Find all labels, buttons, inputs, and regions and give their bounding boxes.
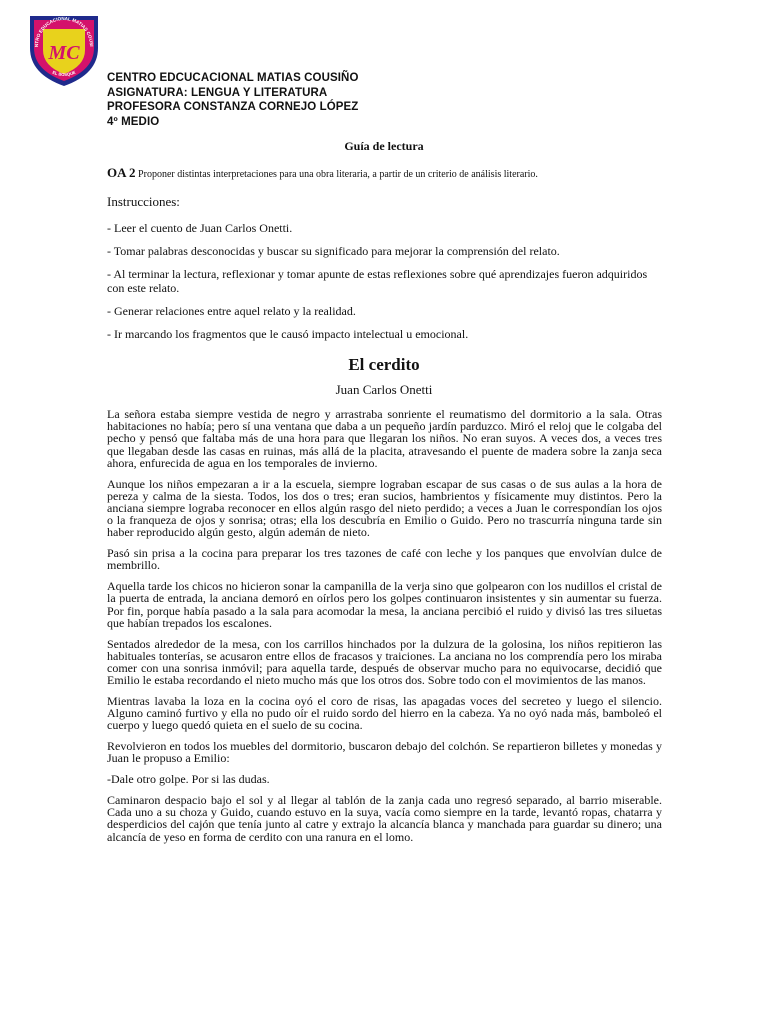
story-paragraph: Revolvieron en todos los muebles del dormitorio, buscaron debajo del colchón. Se repartieron billetes y monedas y Juan le propuso a Emilio: (107, 739, 662, 766)
learning-objective (107, 165, 538, 181)
logo-initials: MC (48, 42, 80, 64)
instructions-title: Instrucciones: (107, 194, 180, 209)
story-paragraph: Pasó sin prisa a la cocina para preparar los tres tazones de café con leche y los panques que envolvían dulce de membrillo. (107, 546, 662, 573)
story-paragraph: Aquella tarde los chicos no hicieron sonar la campanilla de la verja sino que golpearon con los nudillos el cristal de la puerta de entrada, la anciana demoró en oírlos pero los golpes continuaron insistentes y sin aumentar su fuerza. Por fin, porque había pasado a la sala para acomodar la mesa, la anciana percibió el ruido y divisó las tres siluetas que habían trepados los escalones. (107, 579, 662, 630)
story-paragraph: Mientras lavaba la loza en la cocina oyó el coro de risas, las apagadas voces del secreteo y luego el silencio. Alguno caminó furtivo y ella no pudo oír el ruido sordo del hierro en la cabeza. Ya no oyó nada más, bamboleó el cuerpo y luego quedó quieta en el suelo de su cocina. (107, 694, 662, 733)
story-paragraph: La señora estaba siempre vestida de negro y arrastraba sonriente el reumatismo del dormitorio a la sala. Otras habitaciones no había; pero sí una ventana que daba a un pequeño jardín parduzco. Miró el reloj que le colgaba del pecho y pensó que faltaba más de una hora para que llegaran los niños. No eran suyos. A veces dos, a veces tres que llegaban desde las casas en ruinas, más allá de la placita, atravesando el puente de madera sobre la zanja seca ahora, enfurecida de agua en los temporales de invierno. (107, 407, 662, 470)
instruction-item: - Ir marcando los fragmentos que le causó impacto intelectual u emocional. (107, 326, 469, 341)
teacher-line: PROFESORA CONSTANZA CORNEJO LÓPEZ (107, 101, 359, 113)
story-paragraph: Aunque los niños empezaran a ir a la escuela, siempre lograban escapar de sus casas o de sus aulas a la hora de pereza y calma de la siesta. Todos, los dos o tres; eran sucios, hambrientos y físicamente muy distintos. Pero la anciana siempre lograba reconocer en ellos algún rasgo del nieto perdido; a veces a Juan le correspondían los ojos o la franqueza de ojos y sonrisa; otras; ella los descubría en Emilio o Guido. Pero no trascurría ninguna tarde sin haber reproducido algún gesto, algún ademán de nieto. (107, 476, 662, 540)
logo-top-text: NTRO EDUCACIONAL MATIAS COUSI (33, 15, 95, 48)
instruction-item: - Tomar palabras desconocidas y buscar su significado para mejorar la comprensión del relato. (107, 244, 560, 258)
logo-bottom-text: EL BOSQUE (51, 69, 77, 78)
grade-line: 4º MEDIO (107, 115, 160, 128)
story-author: Juan Carlos Onetti (335, 382, 433, 397)
document-header (107, 71, 359, 129)
story-paragraph: -Dale otro golpe. Por si las dudas. (107, 772, 270, 787)
instruction-item: - Leer el cuento de Juan Carlos Onetti. (107, 221, 293, 235)
instructions-list (107, 222, 667, 351)
subject-line: ASIGNATURA: LENGUA Y LITERATURA (107, 86, 328, 99)
instruction-item: - Generar relaciones entre aquel relato y la realidad. (107, 303, 356, 318)
objective-code: OA 2 (107, 165, 136, 180)
school-logo (26, 12, 102, 88)
story-paragraph: Sentados alrededor de la mesa, con los carrillos hinchados por la dulzura de la golosina, los niños repitieron las habituales tonterías, se acusaron entre ellos de fracasos y traiciones. La anciana no los comprendía pero los miraba comer con una sonrisa inmóvil; para aquella tarde, después de observar mucho para no equivocarse, decidió que Emilio le estaba recordando el nieto mucho más que los otros dos. Sobre todo con el movimientos de las manos. (107, 636, 662, 688)
instruction-item: - Al terminar la lectura, reflexionar y tomar apunte de estas reflexiones sobre qué aprendizajes fueron adquiridos con este relato. (107, 267, 648, 295)
objective-text: Proponer distintas interpretaciones para una obra literaria, a partir de un criterio de análisis literario. (138, 169, 538, 180)
story-body (107, 408, 662, 851)
story-paragraph: Caminaron despacio bajo el sol y al llegar al tablón de la zanja cada uno regresó separado, al barrio miserable. Cada uno a su choza y Guido, cuando estuvo en la suya, vacía como siempre en la tarde, levantó ropas, chatarra y desperdicios del cajón que tenía junto al catre y extrajo la alcancía blanca y manchada para guardar su dinero; una alcancía de yeso en forma de cerdito con una ranura en el lomo. (107, 793, 662, 844)
school-name: CENTRO EDCUCACIONAL MATIAS COUSIÑO (107, 72, 359, 84)
guide-title: Guía de lectura (344, 139, 424, 153)
story-title: El cerdito (348, 355, 420, 374)
